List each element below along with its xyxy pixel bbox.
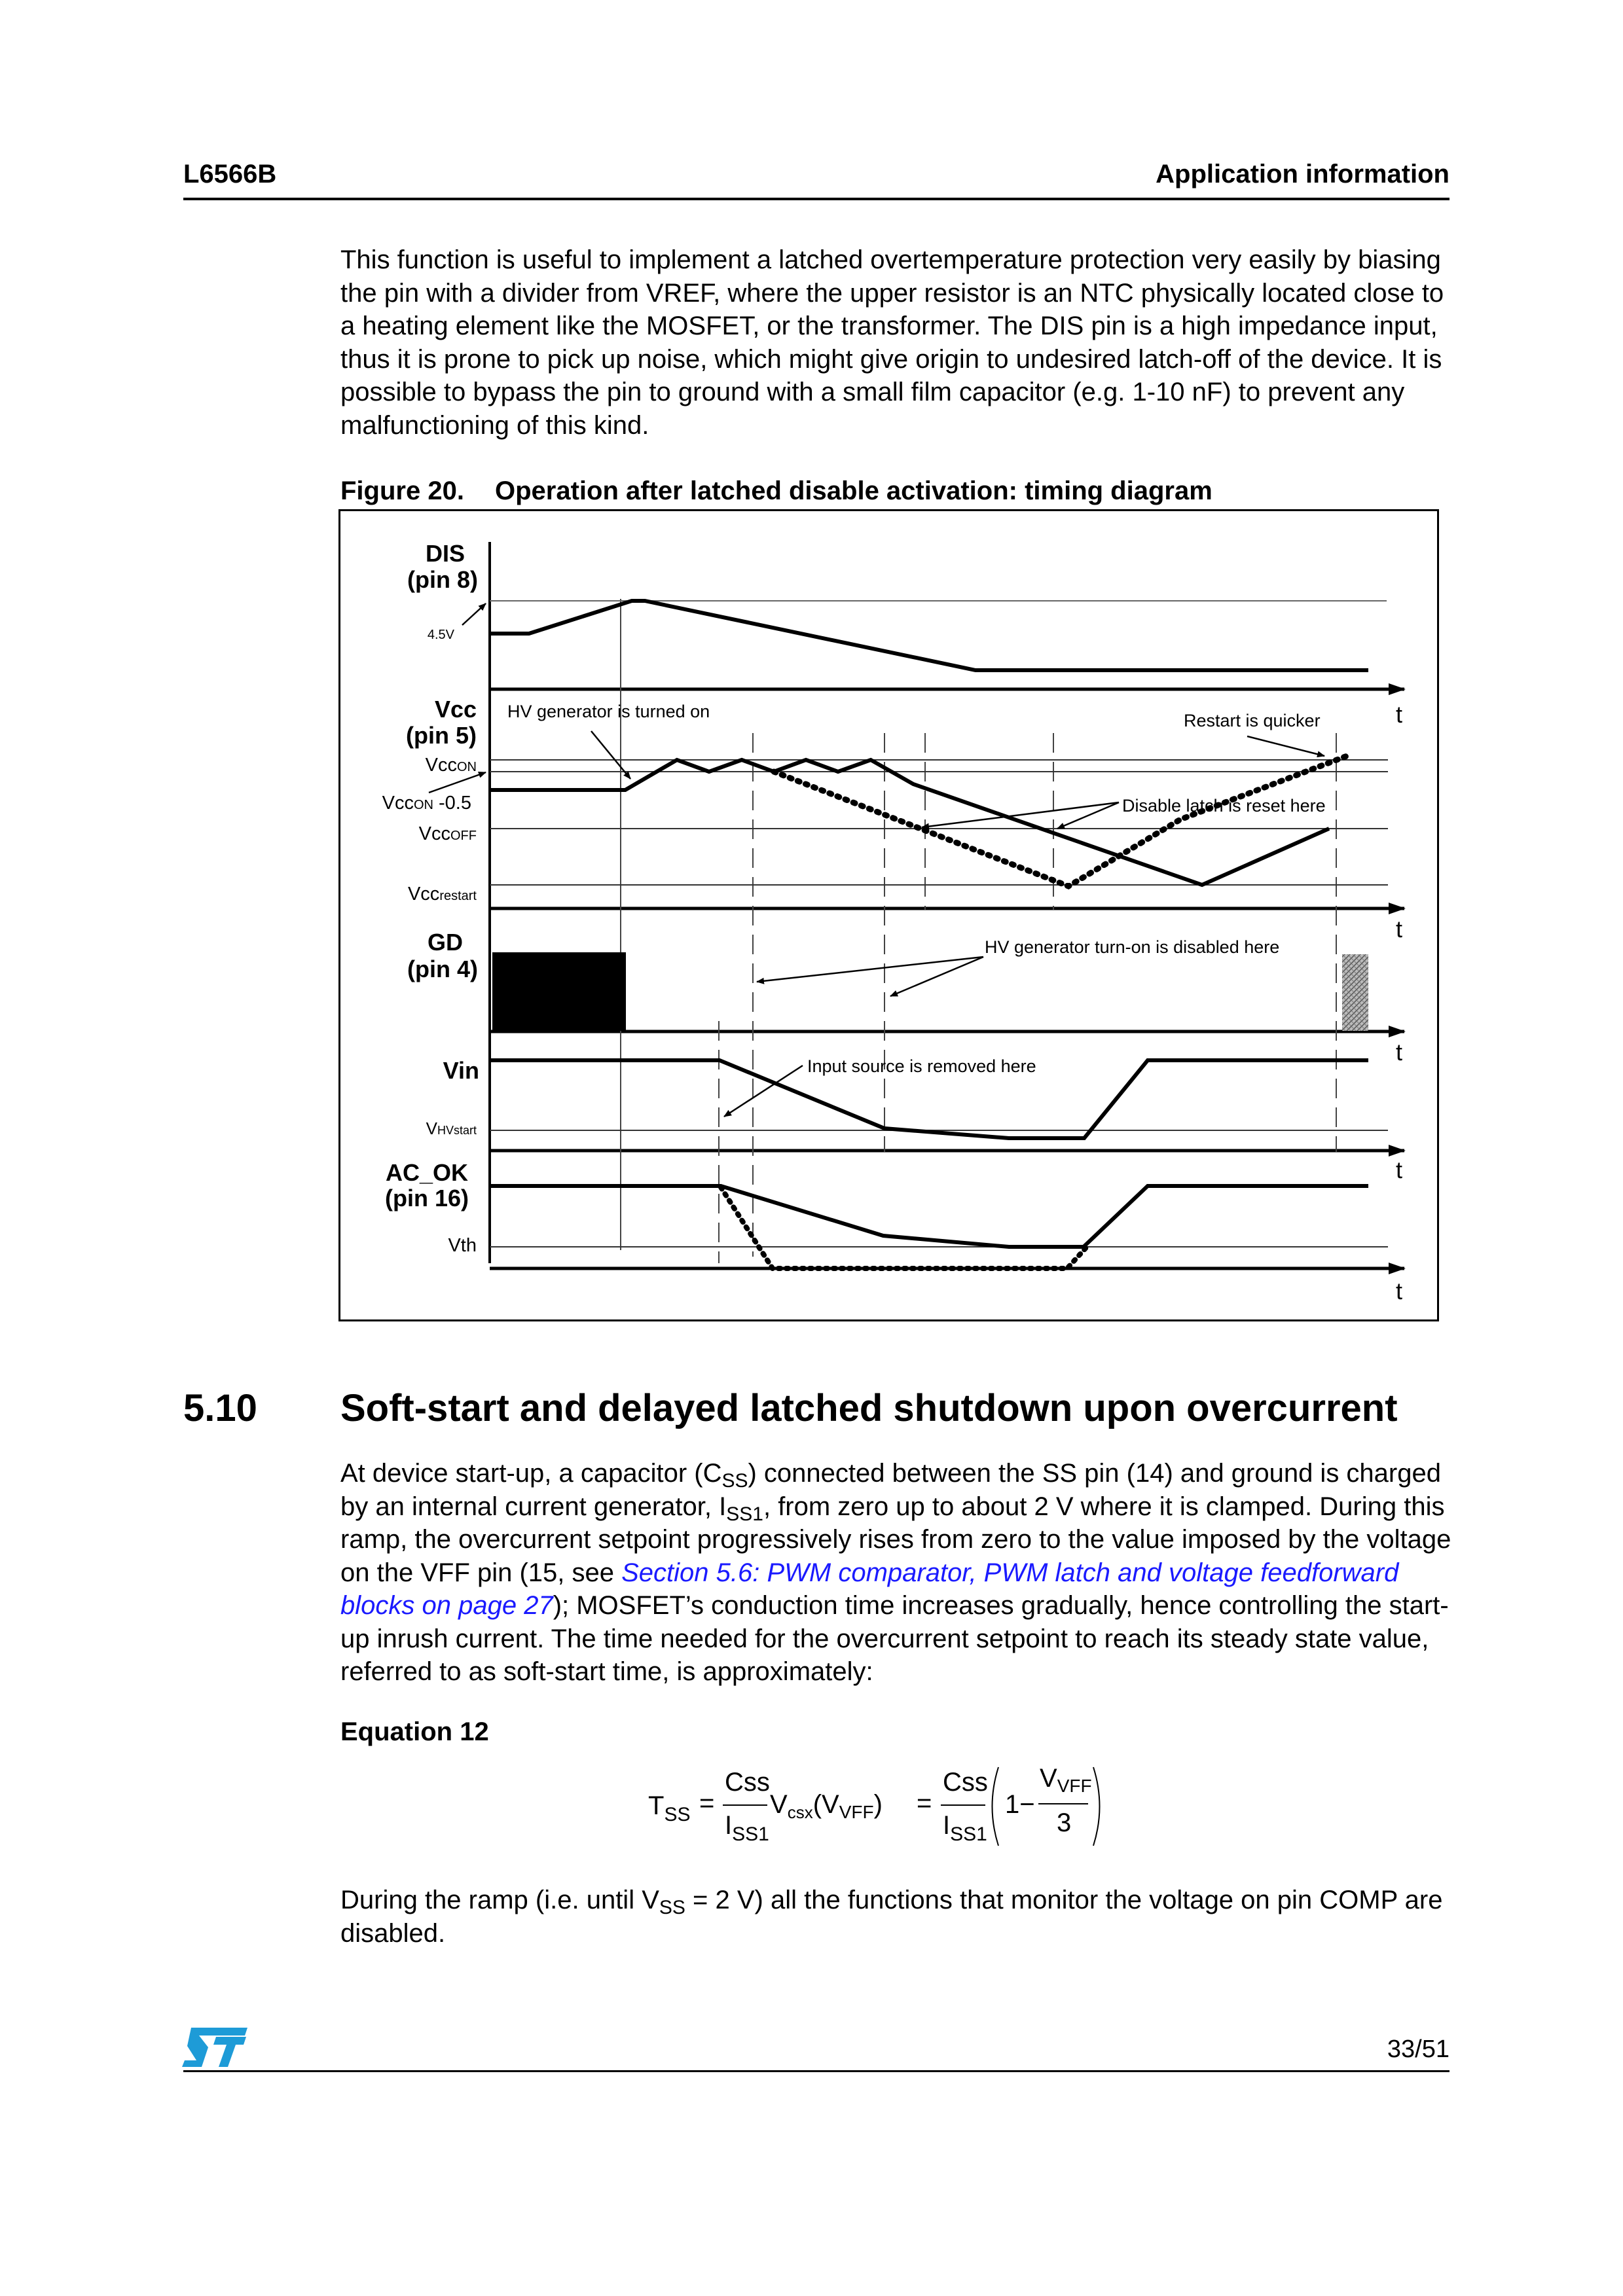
doc-id: L6566B — [183, 160, 277, 188]
eq-left-paren — [993, 1767, 999, 1846]
acok-waveform-dotted — [721, 1187, 1087, 1268]
running-section-title: Application information — [1156, 160, 1450, 188]
threshold-arrow — [462, 603, 486, 625]
figure-number: Figure 20. — [340, 476, 464, 505]
hv-disabled-arrow-1 — [757, 957, 983, 982]
gd-restart-pulse-block — [1342, 954, 1368, 1031]
dis-pin-label: (pin 8) — [407, 566, 478, 593]
eq-num2: Css — [943, 1768, 988, 1797]
restart-arrow — [1247, 736, 1324, 756]
dis-level-label: 4.5V — [427, 628, 454, 642]
eq-right-paren — [1093, 1767, 1100, 1846]
vcc-signal-name: Vcc — [434, 696, 477, 723]
t-label: t — [1396, 701, 1403, 728]
eq-lhs: $T_{SS}$ — [648, 1791, 691, 1825]
equation-12 — [648, 1754, 1172, 1852]
softstart-paragraph — [340, 1457, 1453, 1689]
annotation-hv-on: HV generator is turned on — [507, 702, 710, 721]
eq-equals-2: = — [917, 1789, 932, 1818]
annotation-hv-disabled: HV generator turn-on is disabled here — [985, 937, 1280, 957]
subscript: SS — [659, 1897, 685, 1918]
section-number: 5.10 — [183, 1387, 257, 1429]
eq-one-minus: 1− — [1005, 1790, 1035, 1819]
eq-frac-den: 3 — [1057, 1808, 1072, 1837]
dis-waveform — [491, 601, 1368, 670]
gd-pulse-block — [492, 952, 626, 1031]
acok-signal-name: AC_OK — [385, 1159, 469, 1186]
annotation-input-removed: Input source is removed here — [807, 1056, 1036, 1076]
gd-pin-label: (pin 4) — [407, 956, 478, 982]
page-number: 33/51 — [1387, 2036, 1450, 2063]
vccrestart-label: Vccrestart — [407, 884, 477, 905]
vccon-label: VccON — [425, 755, 477, 776]
gd-signal-name: GD — [428, 929, 463, 956]
dis-signal-name: DIS — [425, 540, 465, 567]
vccoff-label: VccOFF — [418, 823, 477, 844]
eq-den2: $I_{SS1}$ — [943, 1811, 987, 1845]
vcc-waveform-dotted — [774, 755, 1349, 886]
annotation-restart: Restart is quicker — [1184, 711, 1321, 730]
t-label: t — [1396, 1039, 1403, 1066]
eq-num1: Css — [725, 1768, 770, 1797]
figure-title: Operation after latched disable activation: timing diagram — [495, 476, 1213, 505]
subscript: SS1 — [726, 1503, 763, 1525]
eq-den1: $I_{SS1}$ — [725, 1811, 769, 1845]
text-run: , from zero up to about 2 V where it is clamped. During this ramp, the overcurrent setpoint progressively rises from zero to the value imposed by the voltage on the VFF pin (15, see — [340, 1492, 1451, 1587]
text-run: ) connected between the SS pin (14) and ground is charged by an internal current generator, I — [340, 1459, 1441, 1521]
st-logo-icon — [182, 2028, 247, 2070]
vth-label: Vth — [448, 1235, 477, 1256]
text-run: At device start-up, a capacitor (C — [340, 1459, 722, 1488]
t-label: t — [1396, 1157, 1403, 1183]
section-title: Soft-start and delayed latched shutdown upon overcurrent — [340, 1387, 1398, 1429]
vhvstart-label: VHVstart — [426, 1119, 477, 1138]
acok-pin-label: (pin 16) — [384, 1185, 469, 1211]
intro-paragraph: This function is useful to implement a latched overtemperature protection very easily by biasing the pin with a divider from VREF, where the upper resistor is an NTC physically located close to a heating element like the MOSFET, or the transformer. The DIS pin is a high impedance input, thus it is prone to pick up noise, which might give origin to undesired latch-off of the device. It is possible to bypass the pin to ground with a small film capacitor (e.g. 1-10 nF) to prevent any malfunctioning of this kind. — [340, 245, 1444, 440]
section-link[interactable]: Section 5.6: PWM comparator, PWM latch and voltage feedforward blocks on page 27 — [340, 1558, 1399, 1620]
footer-rule — [183, 2070, 1450, 2072]
vin-signal-name: Vin — [443, 1057, 479, 1084]
annotation-latch-reset: Disable latch is reset here — [1122, 796, 1326, 816]
eq-frac-num: $V_{VFF}$ — [1040, 1764, 1092, 1796]
equation-label: Equation 12 — [340, 1717, 489, 1746]
t-label: t — [1396, 916, 1403, 942]
text-run: During the ramp (i.e. until V — [340, 1886, 659, 1914]
eq-equals-1: = — [699, 1789, 715, 1818]
subscript: SS — [721, 1470, 748, 1492]
text-run: = 2 V) all the functions that monitor the voltage on pin COMP are disabled. — [340, 1886, 1443, 1948]
vccon-minus-label: VccON -0.5 — [382, 793, 471, 814]
t-label: t — [1396, 1278, 1403, 1304]
ramp-paragraph — [340, 1884, 1453, 1950]
acok-waveform — [491, 1186, 1368, 1247]
text-run: ); MOSFET’s conduction time increases gradually, hence controlling the start-up inrush current. The time needed for the overcurrent setpoint to reach its steady state value, referred to as soft-start time, is approximately: — [340, 1591, 1449, 1686]
eq-mid: $V_{csx}(V_{VFF})$ — [770, 1790, 883, 1822]
vcc-pin-label: (pin 5) — [406, 722, 477, 749]
